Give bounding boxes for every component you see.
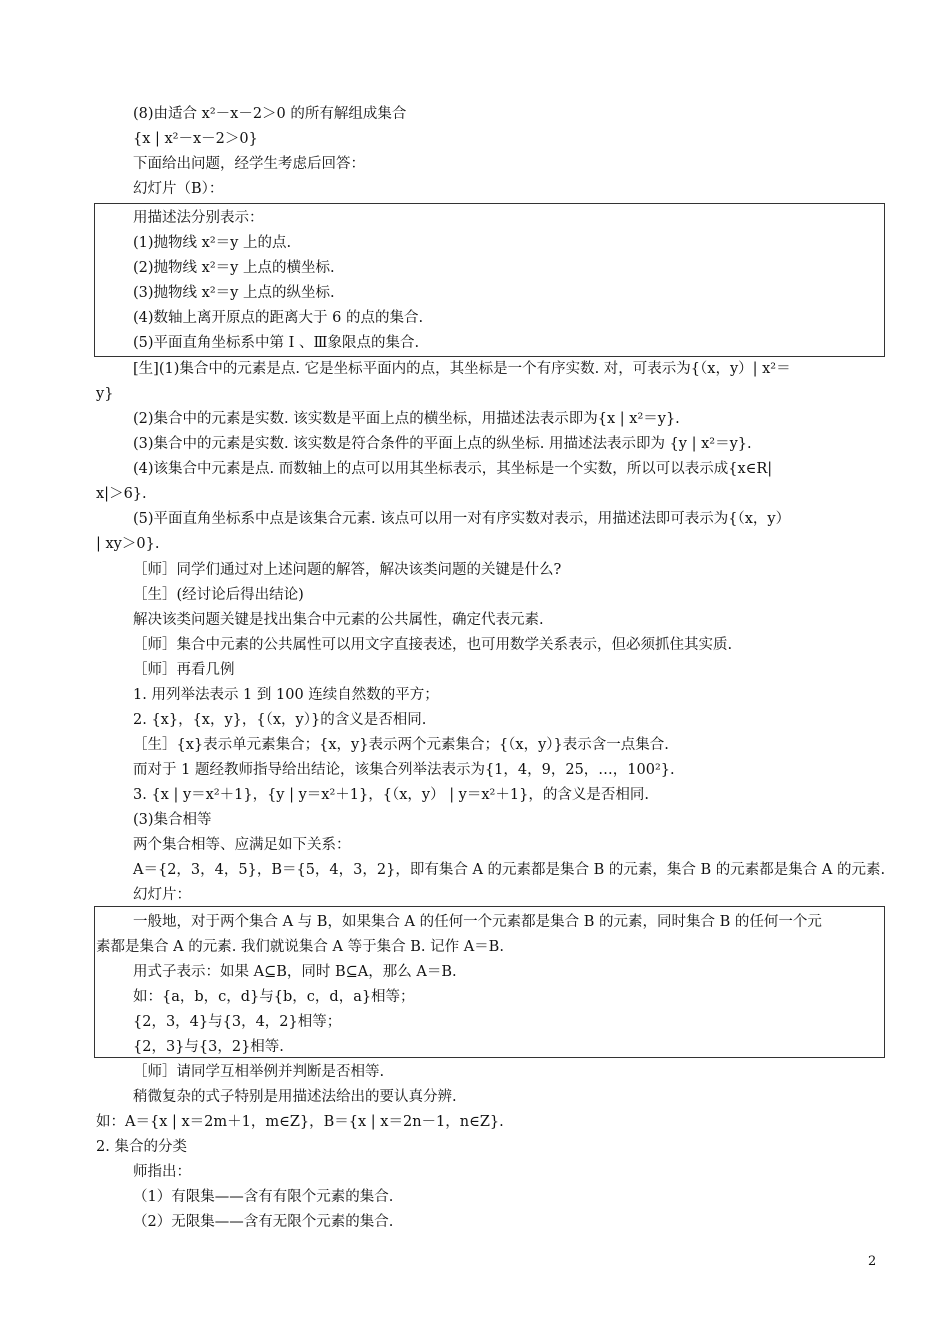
box-line: {2，3，4}与{3，4，2}相等； [133,1014,342,1030]
text-line: ［师］请同学互相举例并判断是否相等. [133,1064,385,1080]
text-line: 如：A＝{x | x＝2m＋1，m∈Z}，B＝{x | x＝2n－1，n∈Z}. [96,1114,504,1130]
text-line: ［生］{x}表示单元素集合；{x，y}表示两个元素集合；{（x，y）}表示含一点集合. [133,737,669,753]
text-line: A＝{2，3，4，5}，B＝{5，4，3，2}，即有集合 A 的元素都是集合 B 的元素，集合 B 的元素都是集合 A 的元素. [133,862,886,878]
text-line: 3. {x | y＝x²＋1}，{y | y＝x²＋1}，{（x，y） | y＝x²＋1}，的含义是否相同. [133,787,649,803]
text-line: （2）无限集——含有无限个元素的集合. [133,1214,394,1230]
text-line: (3)集合中的元素是实数. 该实数是符合条件的平面上点的纵坐标. 用描述法表示即为 {y | x²＝y}. [133,436,752,452]
box-line: (2)抛物线 x²＝y 上点的横坐标. [133,260,335,276]
text-line: （1）有限集——含有有限个元素的集合. [133,1189,394,1205]
text-line: 幻灯片（B）： [133,181,224,197]
text-line: 师指出： [133,1164,191,1180]
text-line: {x | x²－x－2＞0} [133,131,258,147]
box-line: 素都是集合 A 的元素. 我们就说集合 A 等于集合 B. 记作 A＝B. [96,939,504,955]
text-line: x|＞6}. [96,486,147,502]
box-line: 用描述法分别表示： [133,210,264,226]
text-line: 稍微复杂的式子特别是用描述法给出的要认真分辨. [133,1089,457,1105]
text-line: ［生］(经讨论后得出结论) [133,587,304,603]
box-line: (3)抛物线 x²＝y 上点的纵坐标. [133,285,335,301]
text-line: 而对于 1 题经教师指导给出结论，该集合列举法表示为{1，4，9，25，…，100²}. [133,762,675,778]
text-line: 下面给出问题，经学生考虑后回答： [133,156,365,172]
text-line: (3)集合相等 [133,812,212,828]
text-line: ［师］集合中元素的公共属性可以用文字直接表述，也可用数学关系表示，但必须抓住其实质. [133,637,733,653]
text-line: (5)平面直角坐标系中点是该集合元素. 该点可以用一对有序实数对表示，用描述法即可表示为{（x，y） [133,511,791,527]
box-line: (1)抛物线 x²＝y 上的点. [133,235,292,251]
box-line: (4)数轴上离开原点的距离大于 6 的点的集合. [133,310,424,326]
text-line: (2)集合中的元素是实数. 该实数是平面上点的横坐标，用描述法表示即为{x | x²＝y}. [133,411,680,427]
text-line: y} [96,386,114,402]
text-line: ［师］再看几例 [133,662,235,678]
text-line: (4)该集合中元素是点. 而数轴上的点可以用其坐标表示，其坐标是一个实数，所以可以表示成{x∈R| [133,461,773,477]
text-line: 解决该类问题关键是找出集合中元素的公共属性，确定代表元素. [133,612,544,628]
box-line: (5)平面直角坐标系中第 Ⅰ 、Ⅲ象限点的集合. [133,335,420,351]
text-line: | xy＞0}. [96,536,160,552]
text-line: 幻灯片： [133,887,191,903]
text-line: ［师］同学们通过对上述问题的解答，解决该类问题的关键是什么? [133,562,562,578]
box-line: 用式子表示：如果 A⊆B，同时 B⊆A，那么 A＝B. [133,964,457,980]
page-number: 2 [868,1254,877,1269]
text-line: [生](1)集合中的元素是点. 它是坐标平面内的点，其坐标是一个有序实数. 对，可表示为{（x，y）| x²＝ [133,361,791,377]
box-line: 一般地，对于两个集合 A 与 B，如果集合 A 的任何一个元素都是集合 B 的元素，同时集合 B 的任何一个元 [133,914,822,930]
text-line: 2. {x}，{x，y}，{（x，y）}的含义是否相同. [133,712,427,728]
box-line: {2，3}与{3，2}相等. [133,1039,284,1055]
text-line: 2. 集合的分类 [96,1139,187,1155]
text-line: 两个集合相等、应满足如下关系： [133,837,351,853]
text-line: (8)由适合 x²－x－2＞0 的所有解组成集合 [133,106,407,122]
text-line: 1. 用列举法表示 1 到 100 连续自然数的平方； [133,687,439,703]
box-line: 如：{a，b，c，d}与{b，c，d，a}相等； [133,989,415,1005]
